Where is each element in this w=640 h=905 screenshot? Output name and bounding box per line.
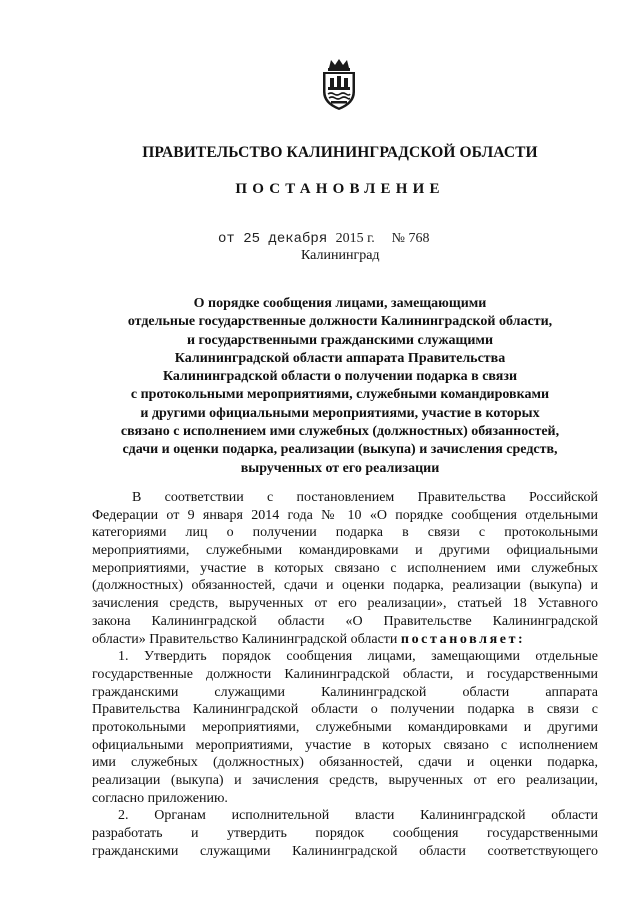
body-line: 2. Органам исполнительной власти Калининградской области — [118, 808, 598, 824]
decree-word: постановляет: — [400, 631, 526, 647]
body-line: Федерации от 9 января 2014 года № 10 «О порядке сообщения отдельными — [92, 507, 598, 523]
subject-line: сдачи и оценки подарка, реализации (выкупа) и зачисления средств, — [122, 442, 558, 458]
decree-year: 2015 г. — [335, 231, 375, 246]
body-line: закона Калининградской области «О Правительстве Калининградской — [92, 613, 598, 629]
subject-line: вырученных от его реализации — [240, 460, 440, 476]
document-type: ПОСТАНОВЛЕНИЕ — [235, 181, 445, 197]
body-line: (должностных) обязанностей, сдачи и оценки подарка, реализации (выкупа) и — [92, 578, 598, 594]
body-line: разработать и утвердить порядок сообщения государственными — [92, 826, 598, 842]
body-line: 1. Утвердить порядок сообщения лицами, замещающими отдельные — [118, 649, 598, 665]
decree-number: № 768 — [391, 231, 430, 246]
body-line: мероприятиями, служебными командировками и другими официальными — [92, 543, 598, 559]
subject-line: Калининградской области аппарата Правительства — [174, 350, 506, 366]
subject-line: связано с исполнением ими служебных (должностных) обязанностей, — [120, 424, 560, 440]
body-line — [92, 631, 598, 649]
body-line: гражданскими служащими Калининградской области соответствующего — [92, 843, 598, 859]
decree-date: 25 декабря — [243, 231, 328, 247]
decree-subject — [80, 295, 600, 478]
body-line: ими служебных (должностных) обязанностей, сдачи и оценки подарка, — [92, 755, 598, 771]
body-line: реализации (выкупа) и зачисления средств, вырученных от его реализации, — [92, 773, 598, 788]
body-line: гражданскими служащими Калининградской области аппарата — [92, 684, 598, 700]
body-line-text: области» Правительство Калининградской области — [92, 631, 398, 647]
body-line: Правительства Калининградской области о получении подарка в связи с — [92, 702, 598, 718]
subject-line: Калининградской области о получении подарка в связи — [162, 369, 518, 385]
date-prefix: от — [218, 231, 235, 247]
decree-body — [92, 489, 598, 860]
body-line: протокольными мероприятиями, служебными командировками и другими — [92, 719, 598, 735]
subject-line: и государственными гражданскими служащими — [186, 332, 494, 348]
subject-line: отдельные государственные должности Калининградской области, — [127, 314, 553, 330]
body-line: категориями лиц о получении подарка в связи с протокольными — [92, 525, 598, 541]
subject-line: с протокольными мероприятиями, служебными командировками — [130, 387, 550, 403]
subject-line: и другими официальными мероприятиями, участие в которых — [140, 405, 540, 421]
subject-line: О порядке сообщения лицами, замещающими — [193, 296, 487, 311]
body-line: зачисления средств, вырученных от его реализации», статьей 18 Уставного — [92, 596, 598, 612]
body-line: В соответствии с постановлением Правительства Российской — [132, 490, 598, 505]
body-line: государственные должности Калининградской области, и государственными — [92, 666, 598, 682]
decree-date-line — [218, 231, 429, 247]
coat-of-arms-icon — [317, 58, 361, 112]
body-line: официальными мероприятиями, участие в которых связано с исполнением — [92, 737, 598, 753]
city: Калининград — [301, 248, 380, 263]
body-line: согласно приложению. — [92, 790, 228, 806]
government-title: ПРАВИТЕЛЬСТВО КАЛИНИНГРАДСКОЙ ОБЛАСТИ — [142, 144, 538, 161]
body-line: мероприятиями, участие в которых связано с исполнением ими служебных — [92, 560, 598, 576]
